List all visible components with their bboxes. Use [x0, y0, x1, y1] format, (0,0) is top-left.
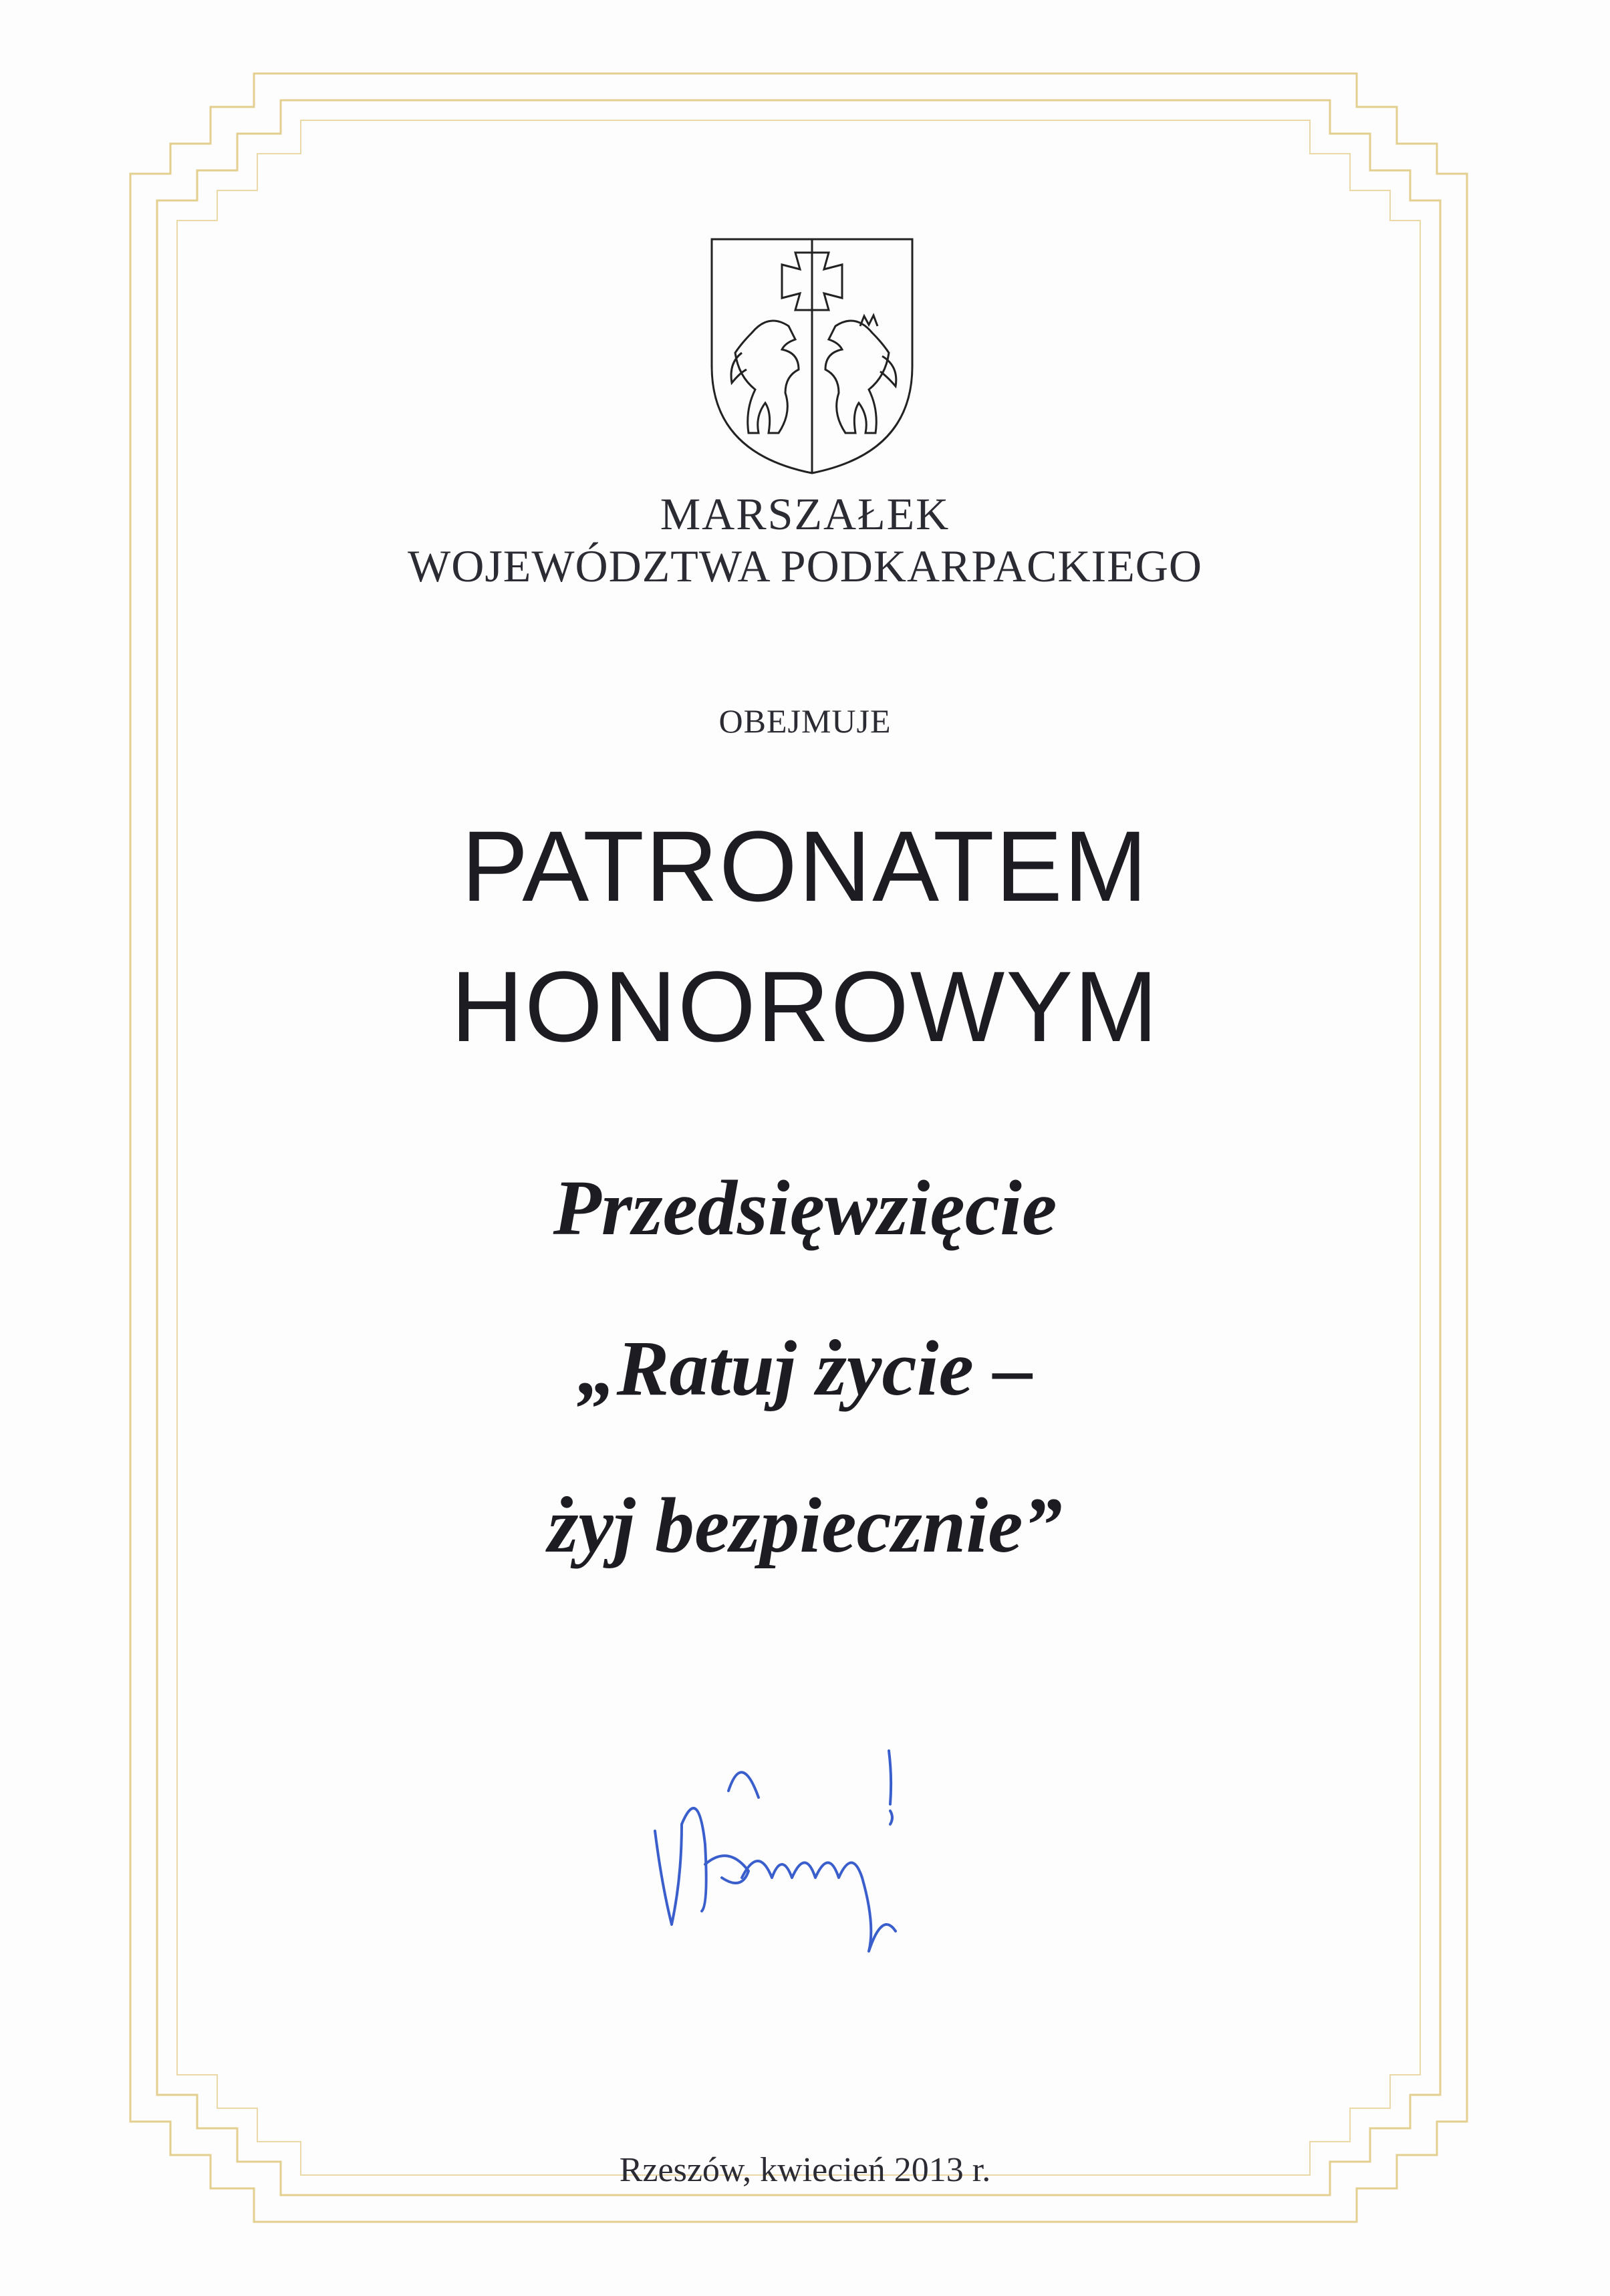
verb-line: OBEJMUJE — [718, 702, 892, 740]
place-and-date: Rzeszów, kwiecień 2013 r. — [619, 2151, 991, 2189]
event-name-line-2: żyj bezpiecznie” — [547, 1481, 1063, 1569]
event-type: Przedsięwzięcie — [553, 1164, 1057, 1252]
signature-icon — [642, 1711, 936, 1978]
issuer-region: WOJEWÓDZTWA PODKARPACKIEGO — [408, 541, 1202, 591]
patronage-heading-line-2: HONOROWYM — [450, 950, 1160, 1062]
coat-of-arms-icon — [705, 233, 919, 480]
event-name-line-1: „Ratuj życie – — [577, 1324, 1033, 1412]
issuer-title: MARSZAŁEK — [660, 488, 950, 539]
patronage-heading-line-1: PATRONATEM — [461, 810, 1149, 922]
